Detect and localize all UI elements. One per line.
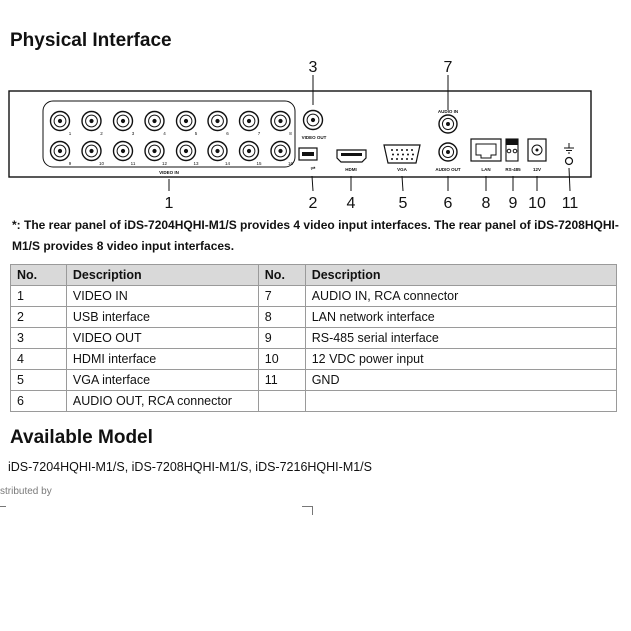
video-in-connector [271,112,290,131]
bnc-pin [121,149,125,153]
callout-number: 3 [308,59,318,76]
port-number-label: 9 [68,161,72,166]
table-row [11,370,617,391]
vga-pin [406,149,408,151]
table-cell: 6 [11,391,67,412]
bnc-pin [89,119,93,123]
video-in-connector [177,142,196,161]
table-cell: 4 [11,349,67,370]
vga-pin [401,158,403,160]
vga-pin [397,154,399,156]
audio-in-connector [439,115,457,133]
vga-pin [406,158,408,160]
video-in-connector [271,142,290,161]
video-in-connector [82,142,101,161]
audio-out-connector [439,143,457,161]
table-row [11,307,617,328]
port-number-label: 6 [226,131,229,136]
table-cell: RS-485 serial interface [305,328,616,349]
table-cell: 3 [11,328,67,349]
vga-label: VGA [397,167,407,172]
header-description: Description [305,265,616,286]
crop-mark-left [0,506,6,507]
table-cell: USB interface [66,307,258,328]
table-header-row [11,265,617,286]
table-cell: 1 [11,286,67,307]
panel-outline [9,91,591,177]
vga-pin [396,149,398,151]
table-cell: VIDEO IN [66,286,258,307]
bnc-pin [152,119,156,123]
callout-leader-line [312,176,313,191]
port-number-label: 16 [287,161,294,166]
bnc-pin [247,119,251,123]
vga-pin [411,158,413,160]
vga-pin [391,149,393,151]
callout-leader-line [402,176,403,191]
header-no: No. [258,265,305,286]
vga-pin [391,158,393,160]
vga-pin [407,154,409,156]
table-row [11,349,617,370]
table-cell: 7 [258,286,305,307]
video-in-connector [51,142,70,161]
vga-pin [392,154,394,156]
interface-table [10,264,617,412]
power-label: 12V [532,167,542,172]
port-number-label: 11 [130,161,136,166]
bnc-pin [311,118,315,122]
table-cell: 12 VDC power input [305,349,616,370]
video-in-connector [177,112,196,131]
table-cell: VGA interface [66,370,258,391]
bnc-pin [278,119,282,123]
header-description: Description [66,265,258,286]
port-number-label: 15 [256,161,262,166]
crop-mark-right [302,506,313,515]
hdmi-port-inner [341,153,362,156]
table-cell [258,391,305,412]
callout-number: 8 [481,195,491,212]
bnc-pin [446,122,450,126]
table-cell: 11 [258,370,305,391]
video-in-connector [114,112,133,131]
callout-number: 6 [443,195,453,212]
vga-pin [396,158,398,160]
physical-interface-heading: Physical Interface [10,30,172,51]
model-list: iDS-7204HQHI-M1/S, iDS-7208HQHI-M1/S, iDS-7216HQHI-M1/S [8,460,372,474]
rs485-terminal-top [506,139,518,145]
rear-panel-note: *: The rear panel of iDS-7204HQHI-M1/S provides 4 video input interfaces. The rear panel of iDS-7208HQHI-M1/S provides 8 video input interfaces. [12,218,619,253]
vga-pin [402,154,404,156]
port-number-label: 5 [194,131,198,136]
power-jack-pin [536,149,539,152]
vga-port [384,145,420,163]
table-row [11,391,617,412]
callout-number: 4 [346,195,356,212]
table-cell: 2 [11,307,67,328]
video-in-connector [240,112,259,131]
table-cell: VIDEO OUT [66,328,258,349]
bnc-pin [184,119,188,123]
port-number-label: 14 [224,161,231,166]
table-cell [305,391,616,412]
table-row [11,328,617,349]
port-number-label: 1 [68,131,72,136]
table-cell: HDMI interface [66,349,258,370]
callout-number: 2 [308,195,318,212]
header-no: No. [11,265,67,286]
port-number-label: 13 [193,161,199,166]
port-number-label: 4 [163,131,166,136]
callout-number: 7 [443,59,453,76]
bnc-pin [58,119,62,123]
bnc-pin [278,149,282,153]
lan-label: LAN [481,167,491,172]
video-in-connector [145,112,164,131]
port-number-label: 7 [257,131,261,136]
table-cell: 9 [258,328,305,349]
port-number-label: 12 [161,161,168,166]
available-model-heading: Available Model [10,427,153,448]
callout-number: 5 [398,195,408,212]
video-out-label: VIDEO OUT [301,135,327,140]
bnc-pin [215,119,219,123]
usb-symbol-icon: ⇌ [310,166,316,172]
table-cell: 8 [258,307,305,328]
callout-number: 10 [528,195,546,212]
rs485-label: RS-485 [505,167,521,172]
table-row [11,286,617,307]
video-in-connector [82,112,101,131]
distributed-by-label: stributed by [0,486,52,497]
bnc-pin [247,149,251,153]
callout-number: 9 [508,195,518,212]
hdmi-label: HDMI [345,167,357,172]
bnc-pin [446,150,450,154]
rear-panel-diagram [0,55,631,215]
table-cell: GND [305,370,616,391]
bnc-pin [215,149,219,153]
bnc-pin [89,149,93,153]
port-number-label: 3 [131,131,135,136]
bnc-pin [58,149,62,153]
video-in-label: VIDEO IN [159,170,179,175]
table-cell: AUDIO OUT, RCA connector [66,391,258,412]
video-in-connector [208,142,227,161]
video-in-connector [208,112,227,131]
table-cell: 10 [258,349,305,370]
port-number-label: 2 [100,131,103,136]
callout-number: 11 [561,195,579,212]
video-in-connector [145,142,164,161]
vga-pin [411,149,413,151]
vga-pin [412,154,414,156]
video-in-connector [114,142,133,161]
video-out-connector [304,111,323,130]
table-cell: LAN network interface [305,307,616,328]
table-cell: 5 [11,370,67,391]
bnc-pin [121,119,125,123]
port-number-label: 10 [98,161,105,166]
vga-pin [401,149,403,151]
audio-out-label: AUDIO OUT [435,167,461,172]
port-number-label: 8 [289,131,292,136]
callout-number: 1 [164,195,174,212]
video-in-connector [240,142,259,161]
bnc-pin [184,149,188,153]
video-in-connector [51,112,70,131]
table-cell: AUDIO IN, RCA connector [305,286,616,307]
usb-port-tongue [302,152,314,156]
bnc-pin [152,149,156,153]
audio-in-label: AUDIO IN [437,109,459,114]
